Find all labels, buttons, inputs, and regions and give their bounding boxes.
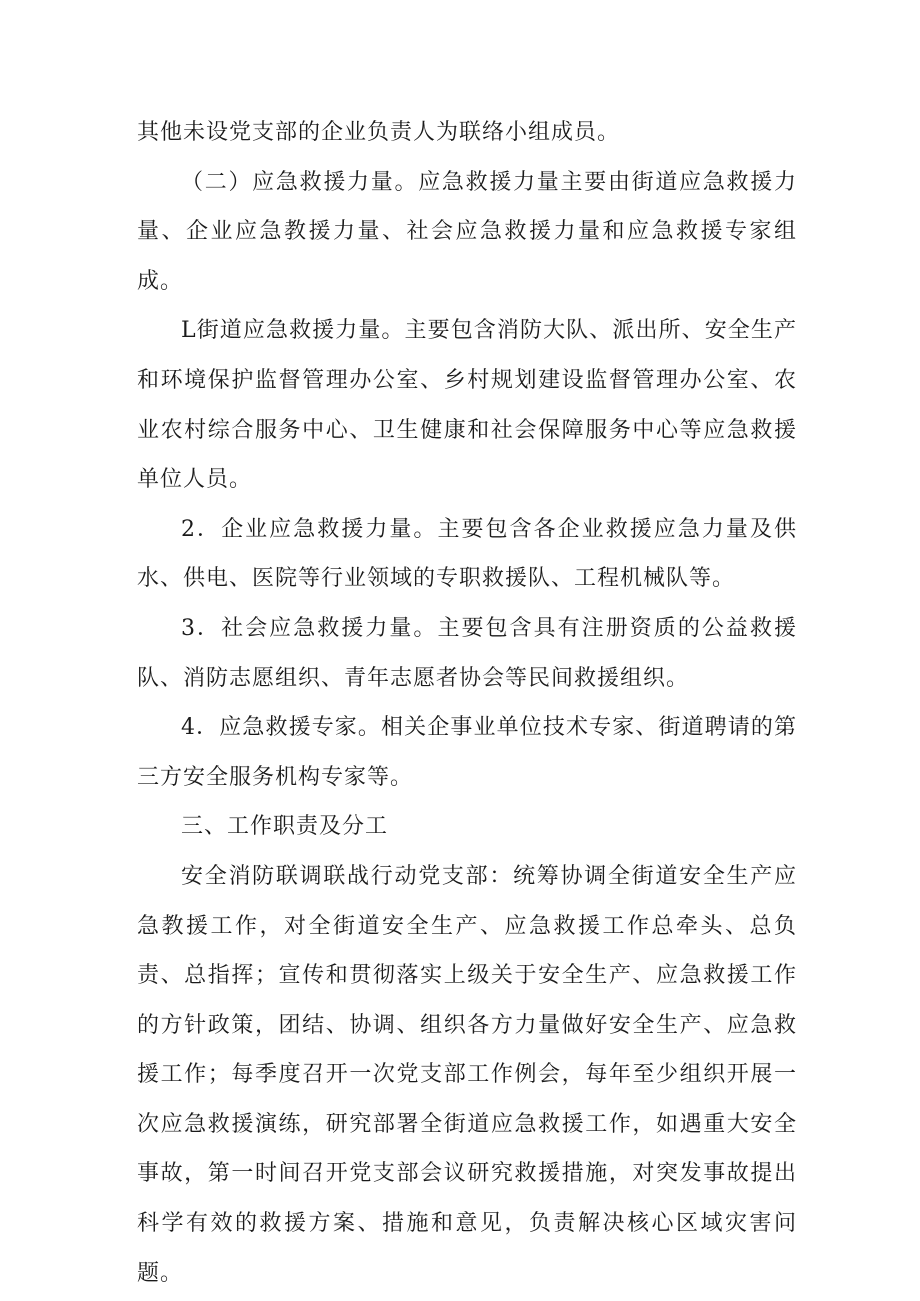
paragraph-street-forces: L街道应急救援力量。主要包含消防大队、派出所、安全生产和环境保护监督管理办公室、乡村规划建设监督管理办公室、农业农村综合服务中心、卫生健康和社会保障服务中心等应急救援单位人员。 <box>137 318 797 493</box>
document-body <box>137 108 797 1298</box>
paragraph-enterprise-forces: 2．企业应急救援力量。主要包含各企业救援应急力量及供水、供电、医院等行业领域的专职救援队、工程机械队等。 <box>137 516 797 592</box>
section-heading-duties: 三、工作职责及分工 <box>181 814 389 840</box>
paragraph-experts: 4．应急救援专家。相关企事业单位技术专家、街道聘请的第三方安全服务机构专家等。 <box>137 715 797 790</box>
paragraph-continuation: 其他未设党支部的企业负责人为联络小组成员。 <box>137 120 621 145</box>
paragraph-social-forces: 3．社会应急救援力量。主要包含具有注册资质的公益救援队、消防志愿组织、青年志愿者协会等民间救援组织。 <box>137 615 797 691</box>
paragraph-party-branch-duties: 安全消防联调联战行动党支部：统筹协调全街道安全生产应急教援工作，对全街道安全生产、应急救援工作总牵头、总负责、总指挥；宣传和贯彻落实上级关于安全生产、应急救援工作的方针政策，团结、协调、组织各方力量做好安全生产、应急救援工作；每季度召开一次党支部工作例会，每年至少组织开展一次应急救援演练，研究部署全街道应急救援工作，如遇重大安全事故，第一时间召开党支部会议研究救援措施，对突发事故提出科学有效的救援方案、措施和意见，负责解决核心区域灾害问题。 <box>137 863 797 1286</box>
paragraph-rescue-forces: （二）应急救援力量。应急救援力量主要由街道应急救援力量、企业应急教援力量、社会应急救援力量和应急救援专家组成。 <box>137 169 797 294</box>
